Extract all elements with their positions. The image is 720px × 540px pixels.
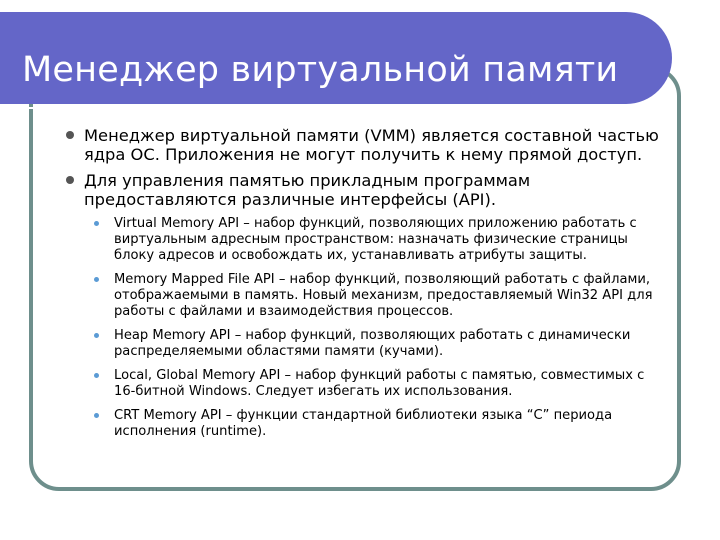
- sub-bullet-text: CRT Memory API – функции стандартной библиотеки языка “С” периода исполнения (runtime).: [114, 408, 613, 439]
- sub-bullet-text: Memory Mapped File API – набор функций, позволяющий работать с файлами, отображаемыми в память. Новый механизм, предоставляемый Win32 API для работы с файлами и взаимодействия процессов.: [114, 272, 653, 319]
- bullet-dot-icon: [66, 131, 74, 139]
- sub-bullet-item: [92, 328, 669, 360]
- bullet-item: [62, 171, 669, 209]
- slide-title: Менеджер виртуальной памяти: [22, 50, 619, 90]
- bullet-text: Для управления памятью прикладным программам предоставляются различные интерфейсы (API).: [84, 171, 531, 209]
- bullet-dot-icon: [66, 176, 74, 184]
- title-bar: [0, 12, 672, 104]
- bullet-text: Менеджер виртуальной памяти (VMM) является составной частью ядра ОС. Приложения не могут получить к нему прямой доступ.: [84, 126, 659, 164]
- sub-bullet-dot-icon: [94, 373, 99, 378]
- title-underline: [22, 107, 637, 109]
- sub-bullet-dot-icon: [94, 333, 99, 338]
- sub-bullet-item: [92, 408, 669, 440]
- sub-bullet-text: Virtual Memory API – набор функций, позволяющих приложению работать с виртуальным адресным пространством: назначать физические страницы блоку адресов и освобождать их, устанавливать атрибуты защиты.: [114, 216, 637, 263]
- sub-bullet-dot-icon: [94, 413, 99, 418]
- sub-bullet-item: [92, 368, 669, 400]
- slide-content: [62, 126, 672, 448]
- sub-bullet-dot-icon: [94, 277, 99, 282]
- sub-bullet-list: [92, 216, 672, 440]
- bullet-item: [62, 126, 669, 164]
- sub-bullet-text: Heap Memory API – набор функций, позволяющих работать с динамически распределяемыми областями памяти (кучами).: [114, 328, 631, 359]
- sub-bullet-dot-icon: [94, 221, 99, 226]
- sub-bullet-item: [92, 216, 669, 264]
- sub-bullet-item: [92, 272, 669, 320]
- sub-bullet-text: Local, Global Memory API – набор функций работы с памятью, совместимых с 16-битной Windows. Следует избегать их использования.: [114, 368, 645, 399]
